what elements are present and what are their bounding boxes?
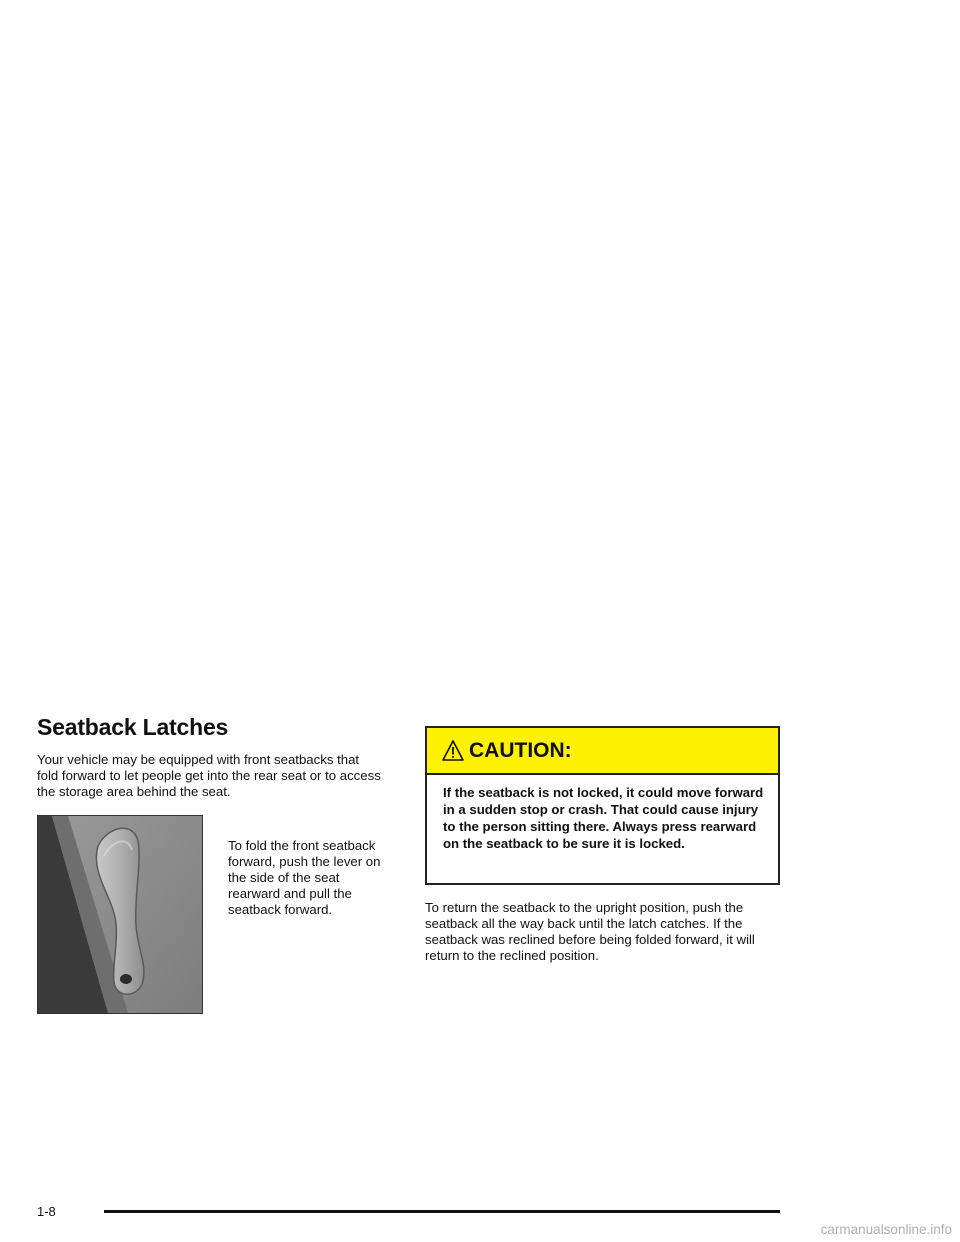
page-number: 1-8 xyxy=(37,1204,56,1219)
seatback-lever-photo xyxy=(37,815,203,1014)
caution-header xyxy=(427,728,778,775)
caution-box xyxy=(425,726,780,885)
intro-paragraph: Your vehicle may be equipped with front seatbacks that fold forward to let people get into the rear seat or to access the storage area behind the seat. xyxy=(37,752,381,799)
warning-triangle-icon xyxy=(441,739,465,763)
footer-rule xyxy=(104,1210,780,1213)
fold-instructions: To fold the front seatback forward, push the lever on the side of the seat rearward and pull the seatback forward. xyxy=(228,838,381,917)
watermark: carmanualsonline.info xyxy=(820,1222,952,1237)
section-title: Seatback Latches xyxy=(37,714,229,740)
return-instructions: To return the seatback to the upright position, push the seatback all the way back until the latch catches. If the seatback was reclined before being folded forward, it will return to the reclined position. xyxy=(425,900,755,963)
caution-label: CAUTION: xyxy=(469,738,572,762)
caution-text: If the seatback is not locked, it could move forward in a sudden stop or crash. That could cause injury to the person sitting there. Always press rearward on the seatback to be sure it is locked. xyxy=(427,775,778,852)
